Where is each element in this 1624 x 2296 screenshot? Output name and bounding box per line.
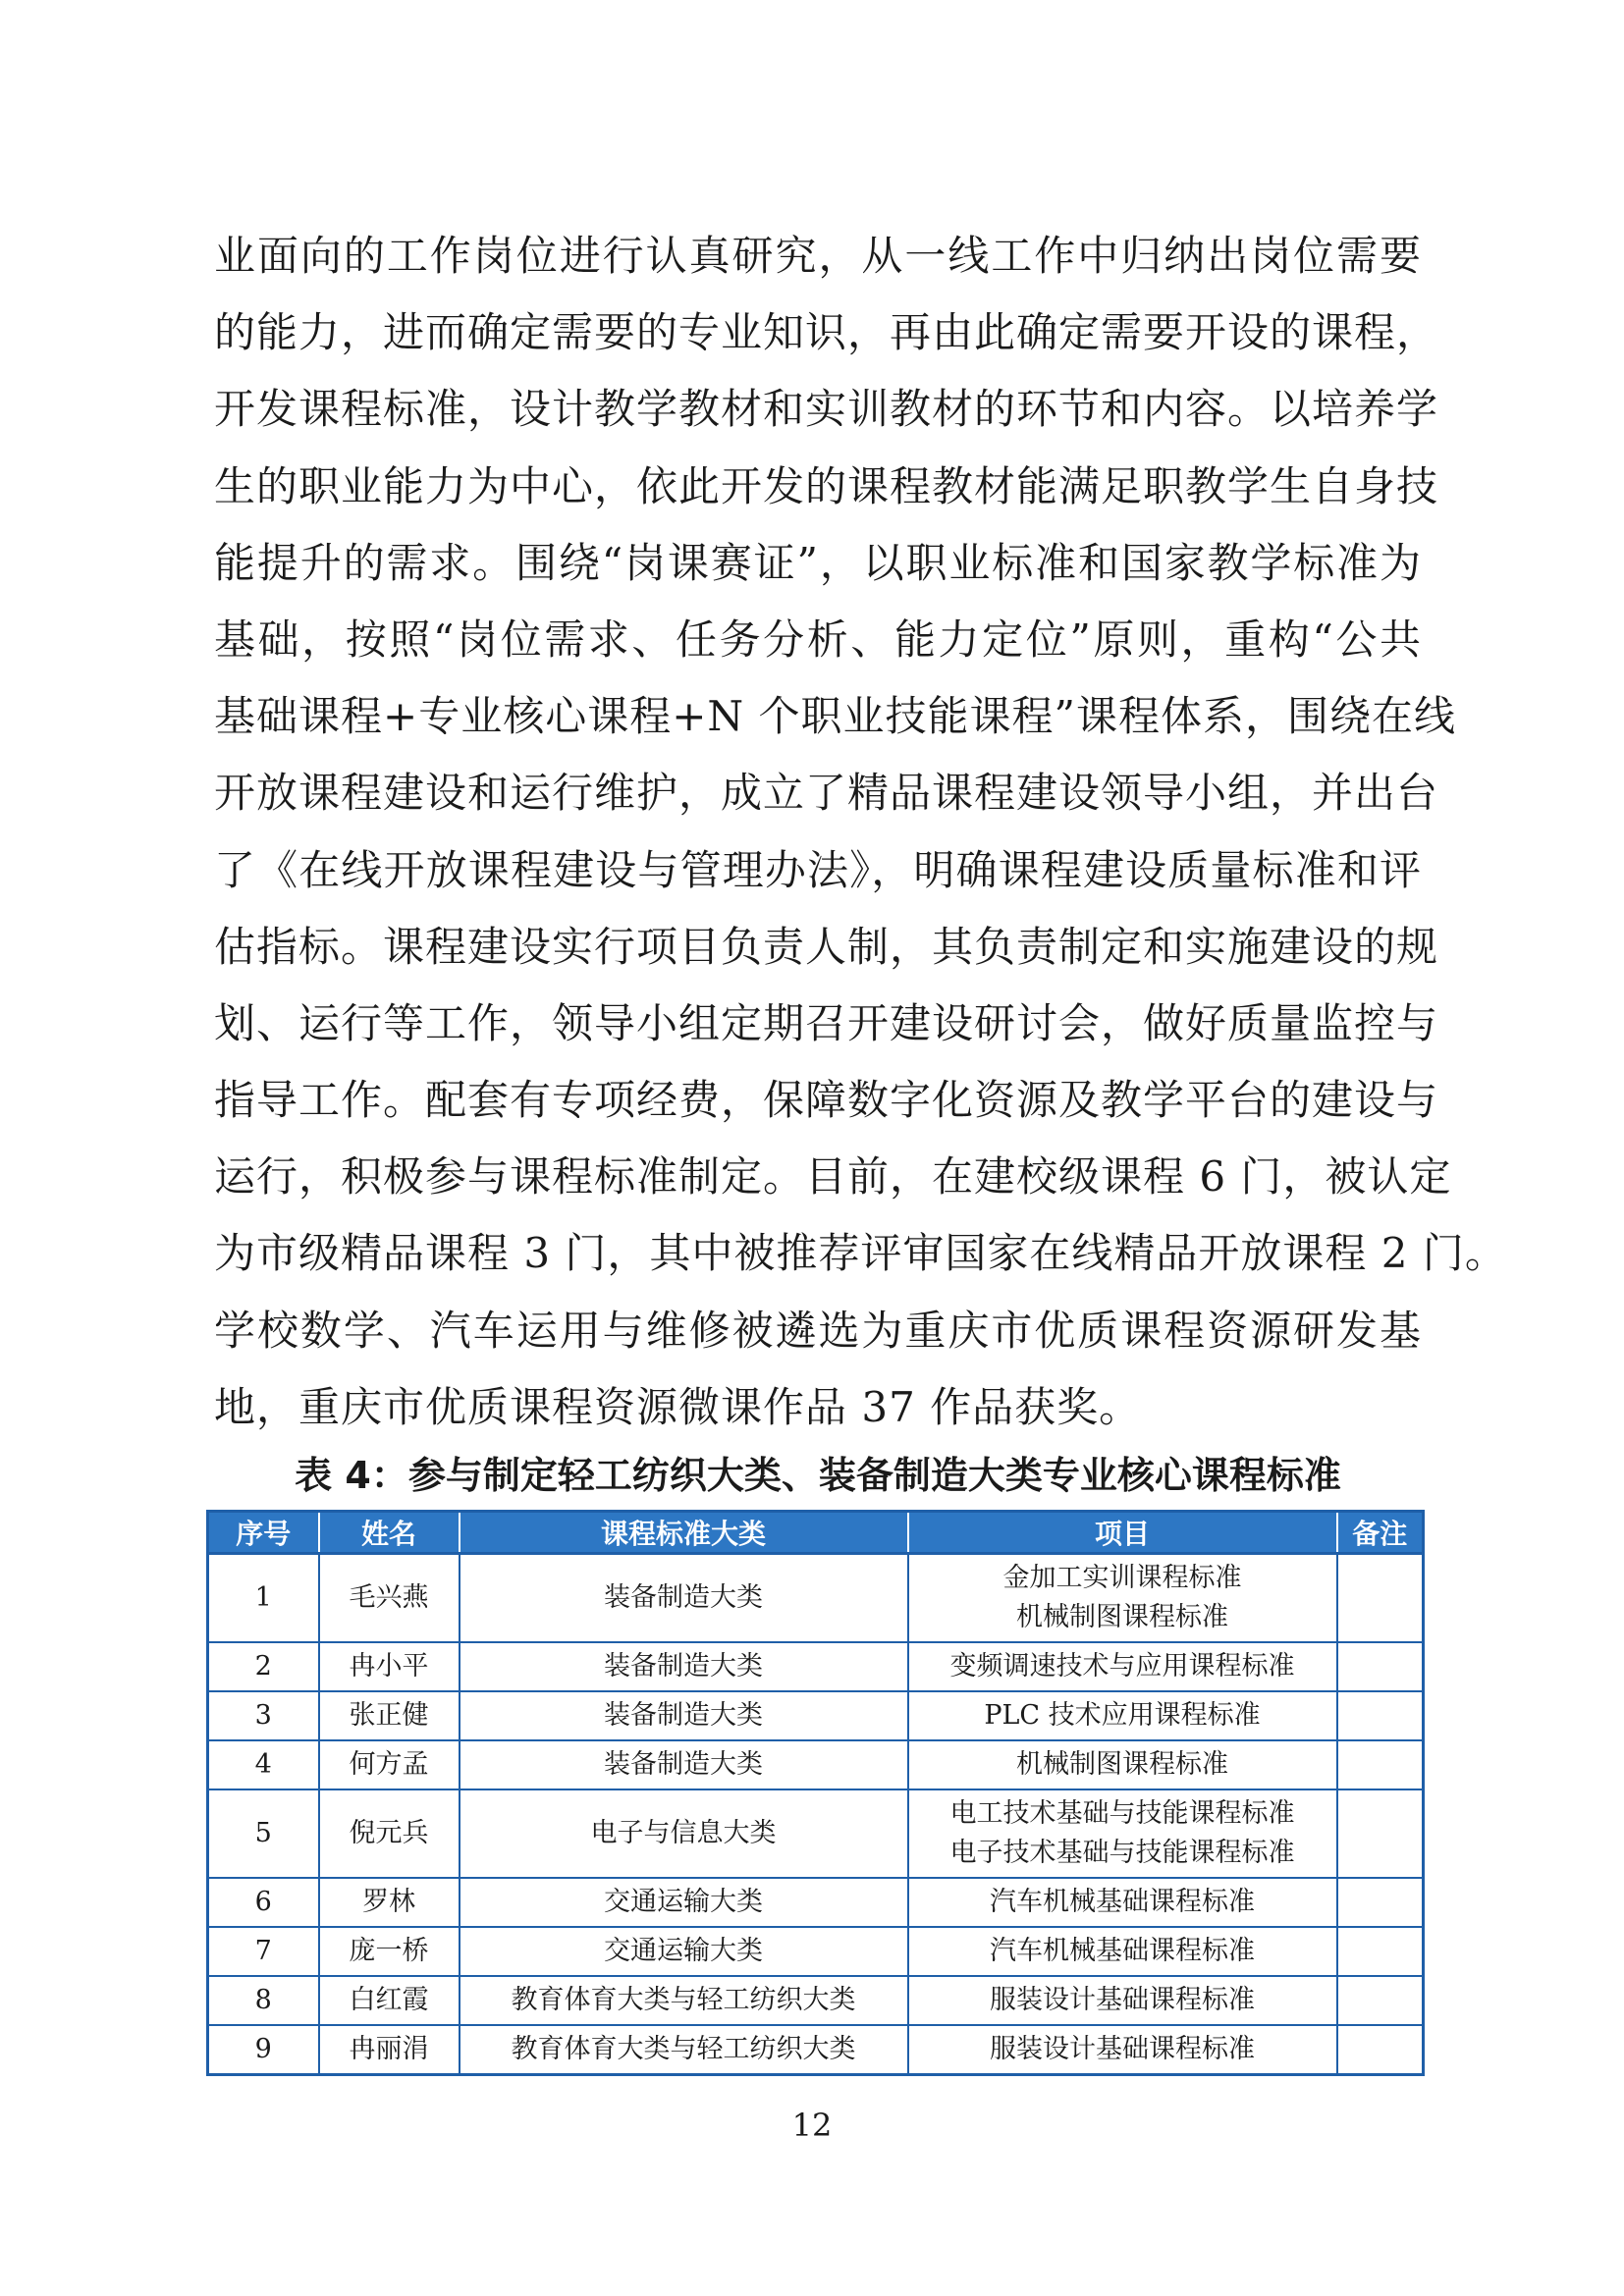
- cell-name: 倪元兵: [319, 1789, 460, 1878]
- table-row: [208, 2025, 1424, 2075]
- cell-name: 张正健: [319, 1691, 460, 1740]
- body-line: 估指标。课程建设实行项目负责人制，其负责制定和实施建设的规: [214, 922, 1439, 971]
- header-note: 备注: [1337, 1512, 1424, 1554]
- cell-project: [908, 1554, 1337, 1643]
- cell-project: [908, 1740, 1337, 1789]
- cell-name: 毛兴燕: [319, 1554, 460, 1643]
- header-name: 姓名: [319, 1512, 460, 1554]
- cell-category: 装备制造大类: [460, 1554, 908, 1643]
- cell-name: 庞一桥: [319, 1927, 460, 1976]
- body-line: 开放课程建设和运行维护，成立了精品课程建设领导小组，并出台: [214, 769, 1439, 818]
- project-item: 变频调速技术与应用课程标准: [949, 1651, 1295, 1682]
- page-number: 12: [791, 2107, 833, 2144]
- cell-name: 白红霞: [319, 1976, 460, 2025]
- cell-category: 教育体育大类与轻工纺织大类: [460, 1976, 908, 2025]
- header-project: 项目: [908, 1512, 1337, 1554]
- cell-project: [908, 2025, 1337, 2075]
- body-paragraph: [214, 218, 1507, 1446]
- cell-note: [1337, 1789, 1424, 1878]
- cell-category: 电子与信息大类: [460, 1789, 908, 1878]
- cell-no: 7: [208, 1927, 319, 1976]
- cell-category: 交通运输大类: [460, 1878, 908, 1927]
- cell-note: [1337, 1927, 1424, 1976]
- cell-project: [908, 1789, 1337, 1878]
- cell-no: 3: [208, 1691, 319, 1740]
- cell-note: [1337, 1976, 1424, 2025]
- table-header-row: [208, 1512, 1424, 1554]
- body-line: 为市级精品课程 3 门，其中被推荐评审国家在线精品开放课程 2 门。: [214, 1229, 1507, 1278]
- cell-name: 冉小平: [319, 1642, 460, 1691]
- table-row: [208, 1789, 1424, 1878]
- cell-no: 1: [208, 1554, 319, 1643]
- cell-project: [908, 1691, 1337, 1740]
- body-line: 业面向的工作岗位进行认真研究，从一线工作中归纳出岗位需要: [214, 232, 1422, 280]
- project-item: 服装设计基础课程标准: [990, 2034, 1255, 2064]
- project-item: 机械制图课程标准: [1016, 1749, 1228, 1780]
- cell-no: 5: [208, 1789, 319, 1878]
- body-line: 地，重庆市优质课程资源微课作品 37 作品获奖。: [214, 1382, 1142, 1431]
- body-line: 生的职业能力为中心，依此开发的课程教材能满足职教学生自身技: [214, 461, 1439, 510]
- cell-no: 2: [208, 1642, 319, 1691]
- cell-category: 装备制造大类: [460, 1691, 908, 1740]
- project-item: 服装设计基础课程标准: [990, 1985, 1255, 2015]
- table-caption: 表 4：参与制定轻工纺织大类、装备制造大类专业核心课程标准: [295, 1454, 1341, 1497]
- body-line: 划、运行等工作，领导小组定期召开建设研讨会，做好质量监控与: [214, 998, 1439, 1047]
- cell-project: [908, 1642, 1337, 1691]
- cell-project: [908, 1878, 1337, 1927]
- body-line: 学校数学、汽车运用与维修被遴选为重庆市优质课程资源研发基: [214, 1306, 1422, 1355]
- cell-note: [1337, 1642, 1424, 1691]
- cell-project: [908, 1927, 1337, 1976]
- table-row: [208, 1878, 1424, 1927]
- body-line: 运行，积极参与课程标准制定。目前，在建校级课程 6 门，被认定: [214, 1152, 1452, 1201]
- body-line: 基础课程+专业核心课程+N 个职业技能课程”课程体系，围绕在线: [214, 692, 1456, 741]
- body-line: 开发课程标准，设计教学教材和实训教材的环节和内容。以培养学: [214, 385, 1439, 434]
- project-item: 汽车机械基础课程标准: [990, 1887, 1255, 1917]
- body-line: 能提升的需求。围绕“岗课赛证”，以职业标准和国家教学标准为: [214, 538, 1422, 587]
- cell-note: [1337, 2025, 1424, 2075]
- cell-category: 交通运输大类: [460, 1927, 908, 1976]
- standards-table-wrapper: [206, 1510, 1422, 2076]
- project-item: 机械制图课程标准: [1016, 1602, 1228, 1632]
- cell-note: [1337, 1554, 1424, 1643]
- project-item: 金加工实训课程标准: [1002, 1563, 1242, 1593]
- header-no: 序号: [208, 1512, 319, 1554]
- cell-no: 4: [208, 1740, 319, 1789]
- cell-name: 冉丽涓: [319, 2025, 460, 2075]
- project-item: 电子技术基础与技能课程标准: [949, 1838, 1295, 1868]
- cell-note: [1337, 1878, 1424, 1927]
- body-line: 的能力，进而确定需要的专业知识，再由此确定需要开设的课程，: [214, 308, 1439, 357]
- table-row: [208, 1976, 1424, 2025]
- body-line: 基础，按照“岗位需求、任务分析、能力定位”原则，重构“公共: [214, 614, 1422, 664]
- project-item: PLC 技术应用课程标准: [984, 1700, 1261, 1731]
- body-line: 指导工作。配套有专项经费，保障数字化资源及教学平台的建设与: [214, 1076, 1439, 1125]
- table-row: [208, 1642, 1424, 1691]
- header-category: 课程标准大类: [460, 1512, 908, 1554]
- cell-category: 装备制造大类: [460, 1642, 908, 1691]
- cell-name: 罗林: [319, 1878, 460, 1927]
- cell-no: 6: [208, 1878, 319, 1927]
- project-item: 电工技术基础与技能课程标准: [949, 1798, 1295, 1829]
- cell-category: 教育体育大类与轻工纺织大类: [460, 2025, 908, 2075]
- cell-no: 8: [208, 1976, 319, 2025]
- cell-note: [1337, 1740, 1424, 1789]
- table-row: [208, 1927, 1424, 1976]
- course-standards-table: [206, 1510, 1425, 2076]
- table-row: [208, 1691, 1424, 1740]
- project-item: 汽车机械基础课程标准: [990, 1936, 1255, 1966]
- cell-name: 何方孟: [319, 1740, 460, 1789]
- table-body: [208, 1554, 1424, 2075]
- table-row: [208, 1740, 1424, 1789]
- cell-no: 9: [208, 2025, 319, 2075]
- cell-note: [1337, 1691, 1424, 1740]
- body-line: 了《在线开放课程建设与管理办法》，明确课程建设质量标准和评: [214, 845, 1422, 894]
- cell-project: [908, 1976, 1337, 2025]
- cell-category: 装备制造大类: [460, 1740, 908, 1789]
- table-row: [208, 1554, 1424, 1643]
